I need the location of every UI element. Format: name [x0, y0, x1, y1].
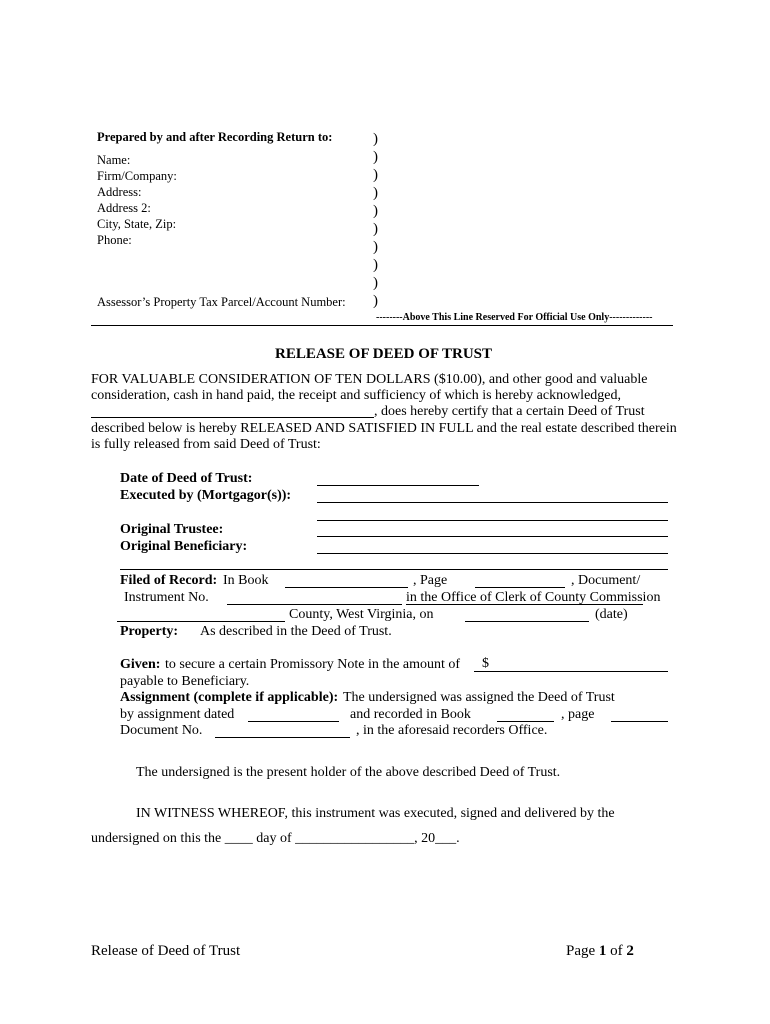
executed-by-label: Executed by (Mortgagor(s)): [120, 488, 292, 503]
date-of-deed-label: Date of Deed of Trust: [120, 471, 253, 486]
office-underline [406, 604, 643, 605]
instrument-no-text: Instrument No. [124, 590, 209, 605]
original-beneficiary-label: Original Beneficiary: [120, 539, 248, 554]
assignment-book-field[interactable] [497, 721, 554, 722]
name-label: Name: [97, 153, 131, 167]
paren: ) [373, 257, 378, 273]
document-text: , Document/ [571, 573, 641, 588]
address2-label: Address 2: [97, 201, 151, 215]
details-divider [120, 569, 668, 570]
given-text: to secure a certain Promissory Note in the amount of [165, 657, 461, 672]
document-no-text: Document No. [120, 723, 203, 738]
assignment-date-field[interactable] [248, 721, 339, 722]
in-book-text: In Book [223, 573, 269, 588]
office-text: in the Office of Clerk of County Commission [406, 590, 661, 605]
payable-text: payable to Beneficiary. [120, 674, 250, 689]
mortgagor-field-2[interactable] [317, 520, 668, 521]
trustee-field[interactable] [317, 536, 668, 537]
paren: ) [373, 275, 378, 291]
address-label: Address: [97, 185, 142, 199]
releasor-name-field[interactable] [91, 417, 374, 418]
footer-title: Release of Deed of Trust [91, 943, 241, 959]
document-no-field[interactable] [215, 737, 350, 738]
page-number: 1 [598, 943, 607, 959]
recorded-in-text: and recorded in Book [350, 707, 471, 722]
witness-line-2: undersigned on this the ____ day of _________________, 20___. [91, 831, 460, 846]
page-indicator [566, 943, 634, 960]
intro-line-4: described below is hereby RELEASED AND SATISFIED IN FULL and the real estate described therein [91, 421, 677, 436]
county-text: County, West Virginia, on [289, 607, 434, 622]
page-of: of [610, 943, 623, 959]
header-divider [91, 325, 673, 326]
intro-line-3: , does hereby certify that a certain Deed of Trust [374, 404, 645, 419]
amount-field[interactable] [474, 671, 668, 672]
aforesaid-text: , in the aforesaid recorders Office. [356, 723, 548, 738]
intro-line-1: FOR VALUABLE CONSIDERATION OF TEN DOLLARS ($10.00), and other good and valuable [91, 372, 648, 387]
assignment-text: The undersigned was assigned the Deed of Trust [343, 690, 615, 705]
county-field[interactable] [117, 621, 285, 622]
page-total: 2 [626, 943, 634, 959]
property-value: As described in the Deed of Trust. [200, 624, 392, 639]
property-label: Property: [120, 624, 179, 639]
paren: ) [373, 239, 378, 255]
mortgagor-field[interactable] [317, 502, 668, 503]
book-field[interactable] [285, 587, 408, 588]
phone-label: Phone: [97, 233, 132, 247]
paren: ) [373, 221, 378, 237]
assessor-label: Assessor’s Property Tax Parcel/Account Number: [97, 295, 346, 309]
page-text: , Page [413, 573, 448, 588]
filed-of-record-label: Filed of Record: [120, 573, 218, 588]
date-of-deed-field[interactable] [317, 485, 479, 486]
document-title: RELEASE OF DEED OF TRUST [275, 346, 492, 362]
original-trustee-label: Original Trustee: [120, 522, 224, 537]
intro-line-2: consideration, cash in hand paid, the receipt and sufficiency of which is hereby acknowledged, [91, 388, 622, 403]
by-assignment-text: by assignment dated [120, 707, 235, 722]
intro-line-5: is fully released from said Deed of Trust: [91, 437, 321, 452]
given-label: Given: [120, 657, 161, 672]
city-state-zip-label: City, State, Zip: [97, 217, 177, 231]
assignment-label: Assignment (complete if applicable): [120, 690, 339, 705]
dollar-sign: $ [482, 656, 489, 671]
paren: ) [373, 131, 378, 147]
assignment-page-text: , page [561, 707, 595, 722]
prepared-by-heading: Prepared by and after Recording Return to: [97, 130, 333, 144]
beneficiary-field[interactable] [317, 553, 668, 554]
page-prefix: Page [566, 943, 596, 959]
witness-line-1: IN WITNESS WHEREOF, this instrument was executed, signed and delivered by the [136, 806, 615, 821]
paren: ) [373, 167, 378, 183]
assignment-page-field[interactable] [611, 721, 668, 722]
page-field[interactable] [475, 587, 565, 588]
paren: ) [373, 203, 378, 219]
instrument-no-field[interactable] [227, 604, 402, 605]
firm-label: Firm/Company: [97, 169, 177, 183]
holder-statement: The undersigned is the present holder of the above described Deed of Trust. [136, 765, 561, 780]
record-date-field[interactable] [465, 621, 589, 622]
paren: ) [373, 185, 378, 201]
paren: ) [373, 293, 378, 309]
paren: ) [373, 149, 378, 165]
official-use-note: --------Above This Line Reserved For Official Use Only------------- [376, 312, 653, 323]
date-text: (date) [595, 607, 628, 622]
